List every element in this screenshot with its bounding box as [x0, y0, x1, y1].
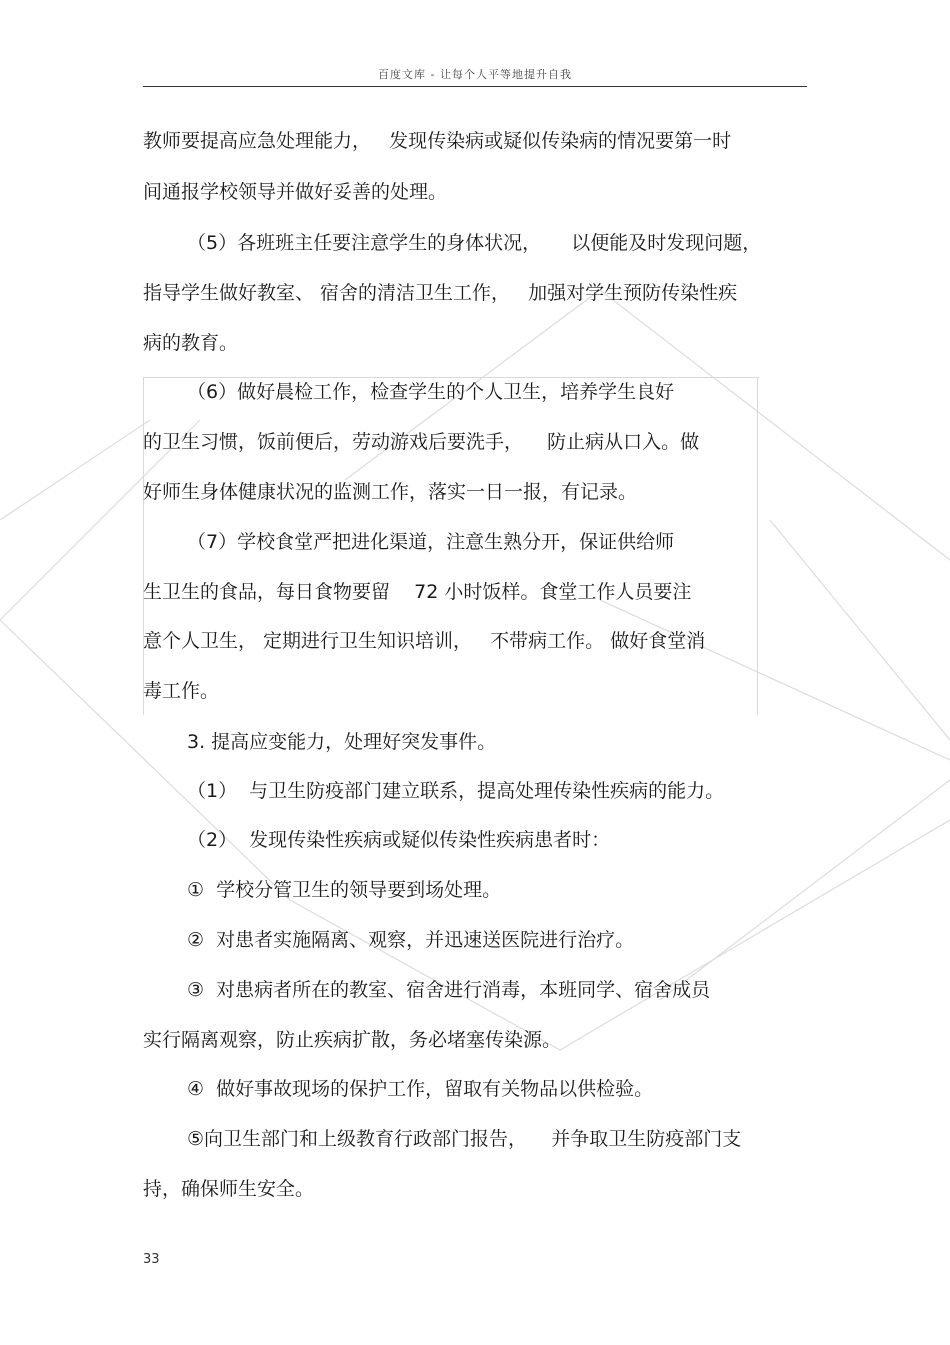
body-line: ④ 做好事故现场的保护工作，留取有关物品以供检验。: [187, 1078, 654, 1100]
frame-line-left: [143, 377, 144, 715]
body-line: ② 对患者实施隔离、观察，并迅速送医院进行治疗。: [187, 929, 635, 951]
page-header: 百度文库 - 让每个人平等地提升自我: [378, 68, 572, 81]
body-line: （2） 发现传染性疾病或疑似传染性疾病患者时：: [187, 829, 611, 851]
body-line: ③ 对患病者所在的教室、宿舍进行消毒，本班同学、宿舍成员: [187, 979, 711, 1001]
page-number: 33: [143, 1252, 160, 1267]
body-line: ① 学校分管卫生的领导要到场处理。: [187, 879, 502, 901]
body-line: 指导学生做好教室、 宿舍的清洁卫生工作， 加强对学生预防传染性疾: [143, 282, 738, 304]
body-line: （6）做好晨检工作，检查学生的个人卫生，培养学生良好: [187, 381, 675, 403]
body-line: 持，确保师生安全。: [143, 1178, 315, 1200]
body-line: 毒工作。: [143, 680, 220, 702]
body-line: 的卫生习惯，饭前便后，劳动游戏后要洗手， 防止病从口入。做: [143, 431, 700, 453]
body-line: （7）学校食堂严把进化渠道，注意生熟分开，保证供给师: [187, 531, 675, 553]
body-line: 生卫生的食品，每日食物要留 72 小时饭样。食堂工作人员要注: [143, 581, 692, 603]
body-line: ⑤向卫生部门和上级教育行政部门报告， 并争取卫生防疫部门支: [187, 1128, 742, 1150]
frame-line-top: [143, 377, 759, 378]
body-line: 好师生身体健康状况的监测工作，落实一日一报，有记录。: [143, 481, 638, 503]
body-line: 意个人卫生， 定期进行卫生知识培训， 不带病工作。 做好食堂消: [143, 630, 706, 652]
body-line: （1） 与卫生防疫部门建立联系，提高处理传染性疾病的能力。: [187, 780, 725, 802]
body-line: 病的教育。: [143, 332, 239, 354]
frame-line-right: [757, 377, 758, 715]
header-rule: [143, 86, 807, 87]
body-line: （5）各班班主任要注意学生的身体状况， 以便能及时发现问题，: [187, 232, 762, 254]
body-line: 间通报学校领导并做好妥善的处理。: [143, 181, 448, 203]
body-line: 3. 提高应变能力，处理好突发事件。: [187, 731, 497, 753]
body-line: 实行隔离观察，防止疾病扩散，务必堵塞传染源。: [143, 1029, 562, 1051]
body-line: 教师要提高应急处理能力， 发现传染病或疑似传染病的情况要第一时: [143, 130, 732, 152]
